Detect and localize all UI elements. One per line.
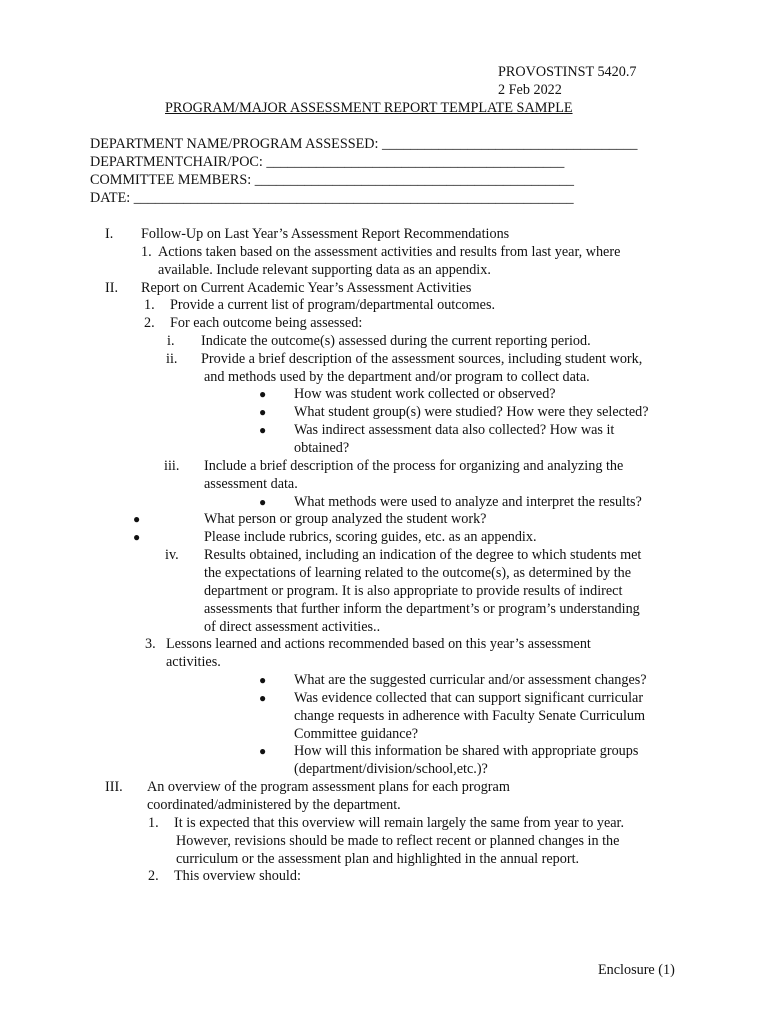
subitem-numeral: i. xyxy=(167,333,175,349)
document-title: PROGRAM/MAJOR ASSESSMENT REPORT TEMPLATE SAMPLE xyxy=(165,100,573,116)
bullet-text: Was evidence collected that can support significant curricular xyxy=(294,690,644,706)
item-text: available. Include relevant supporting data as an appendix. xyxy=(158,262,491,278)
bullet-icon: ● xyxy=(259,405,267,419)
section-heading: Follow-Up on Last Year’s Assessment Report Recommendations xyxy=(141,226,510,242)
bullet-icon: ● xyxy=(259,744,267,758)
field-blank: ______________________________________________________________ xyxy=(133,190,574,206)
bullet-text: Committee guidance? xyxy=(294,726,419,742)
item-number: 2. xyxy=(148,868,159,884)
field-blank: _____________________________________________ xyxy=(254,172,574,188)
bullet-icon: ● xyxy=(259,423,267,437)
item-number: 1. xyxy=(141,244,152,260)
subitem-text: assessments that further inform the department’s or program’s understanding xyxy=(204,601,640,617)
field-blank: __________________________________________ xyxy=(266,154,565,170)
item-number: 1. xyxy=(144,297,155,313)
section-numeral: II. xyxy=(105,280,118,296)
item-number: 2. xyxy=(144,315,155,331)
bullet-text: What methods were used to analyze and interpret the results? xyxy=(294,494,642,510)
bullet-text: What are the suggested curricular and/or assessment changes? xyxy=(294,672,647,688)
item-text: Lessons learned and actions recommended based on this year’s assessment xyxy=(166,636,591,652)
bullet-icon: ● xyxy=(133,512,141,526)
bullet-text: (department/division/school,etc.)? xyxy=(294,761,488,777)
section-heading: Report on Current Academic Year’s Assessment Activities xyxy=(141,280,472,296)
bullet-icon: ● xyxy=(259,495,267,509)
field-date xyxy=(90,190,574,207)
field-label: DEPARTMENTCHAIR/POC: xyxy=(90,154,263,170)
item-text: curriculum or the assessment plan and highlighted in the annual report. xyxy=(176,851,580,867)
field-committee-members xyxy=(90,172,574,189)
item-text: This overview should: xyxy=(174,868,301,884)
bullet-text: What person or group analyzed the student work? xyxy=(204,511,487,527)
subitem-text: Indicate the outcome(s) assessed during the current reporting period. xyxy=(201,333,591,349)
bullet-text: How will this information be shared with appropriate groups xyxy=(294,743,639,759)
subitem-text: assessment data. xyxy=(204,476,298,492)
bullet-icon: ● xyxy=(259,691,267,705)
subitem-text: of direct assessment activities.. xyxy=(204,619,381,635)
bullet-icon: ● xyxy=(259,673,267,687)
bullet-text: Was indirect assessment data also collected? How was it xyxy=(294,422,615,438)
item-number: 1. xyxy=(148,815,159,831)
item-text: Provide a current list of program/departmental outcomes. xyxy=(170,297,496,313)
section-numeral: III. xyxy=(105,779,123,795)
section-numeral: I. xyxy=(105,226,114,242)
bullet-text: Please include rubrics, scoring guides, etc. as an appendix. xyxy=(204,529,537,545)
item-text: Actions taken based on the assessment activities and results from last year, where xyxy=(158,244,621,260)
field-label: DATE: xyxy=(90,190,131,206)
section-heading: coordinated/administered by the department. xyxy=(147,797,401,813)
item-text: For each outcome being assessed: xyxy=(170,315,363,331)
subitem-text: the expectations of learning related to the outcome(s), as determined by the xyxy=(204,565,632,581)
bullet-icon: ● xyxy=(259,387,267,401)
item-text: However, revisions should be made to reflect recent or planned changes in the xyxy=(176,833,620,849)
item-number: 3. xyxy=(145,636,156,652)
subitem-text: department or program. It is also appropriate to provide results of indirect xyxy=(204,583,623,599)
subitem-numeral: iv. xyxy=(165,547,179,563)
field-department-name xyxy=(90,136,637,153)
bullet-text: How was student work collected or observed? xyxy=(294,386,556,402)
subitem-text: Provide a brief description of the assessment sources, including student work, xyxy=(201,351,643,367)
bullet-icon: ● xyxy=(133,530,141,544)
subitem-text: Results obtained, including an indication of the degree to which students met xyxy=(204,547,642,563)
subitem-numeral: iii. xyxy=(164,458,180,474)
item-text: activities. xyxy=(166,654,221,670)
field-label: COMMITTEE MEMBERS: xyxy=(90,172,252,188)
bullet-text: change requests in adherence with Faculty Senate Curriculum xyxy=(294,708,646,724)
section-heading: An overview of the program assessment plans for each program xyxy=(147,779,510,795)
bullet-text: What student group(s) were studied? How were they selected? xyxy=(294,404,649,420)
bullet-text: obtained? xyxy=(294,440,350,456)
subitem-numeral: ii. xyxy=(166,351,178,367)
field-department-chair xyxy=(90,154,564,171)
field-label: DEPARTMENT NAME/PROGRAM ASSESSED: xyxy=(90,136,379,152)
subitem-text: Include a brief description of the process for organizing and analyzing the xyxy=(204,458,624,474)
field-blank: ____________________________________ xyxy=(382,136,638,152)
enclosure-label: Enclosure (1) xyxy=(598,962,675,978)
subitem-text: and methods used by the department and/or program to collect data. xyxy=(204,369,590,385)
document-date: 2 Feb 2022 xyxy=(498,82,562,98)
instruction-number: PROVOSTINST 5420.7 xyxy=(498,64,637,80)
item-text: It is expected that this overview will remain largely the same from year to year. xyxy=(174,815,625,831)
